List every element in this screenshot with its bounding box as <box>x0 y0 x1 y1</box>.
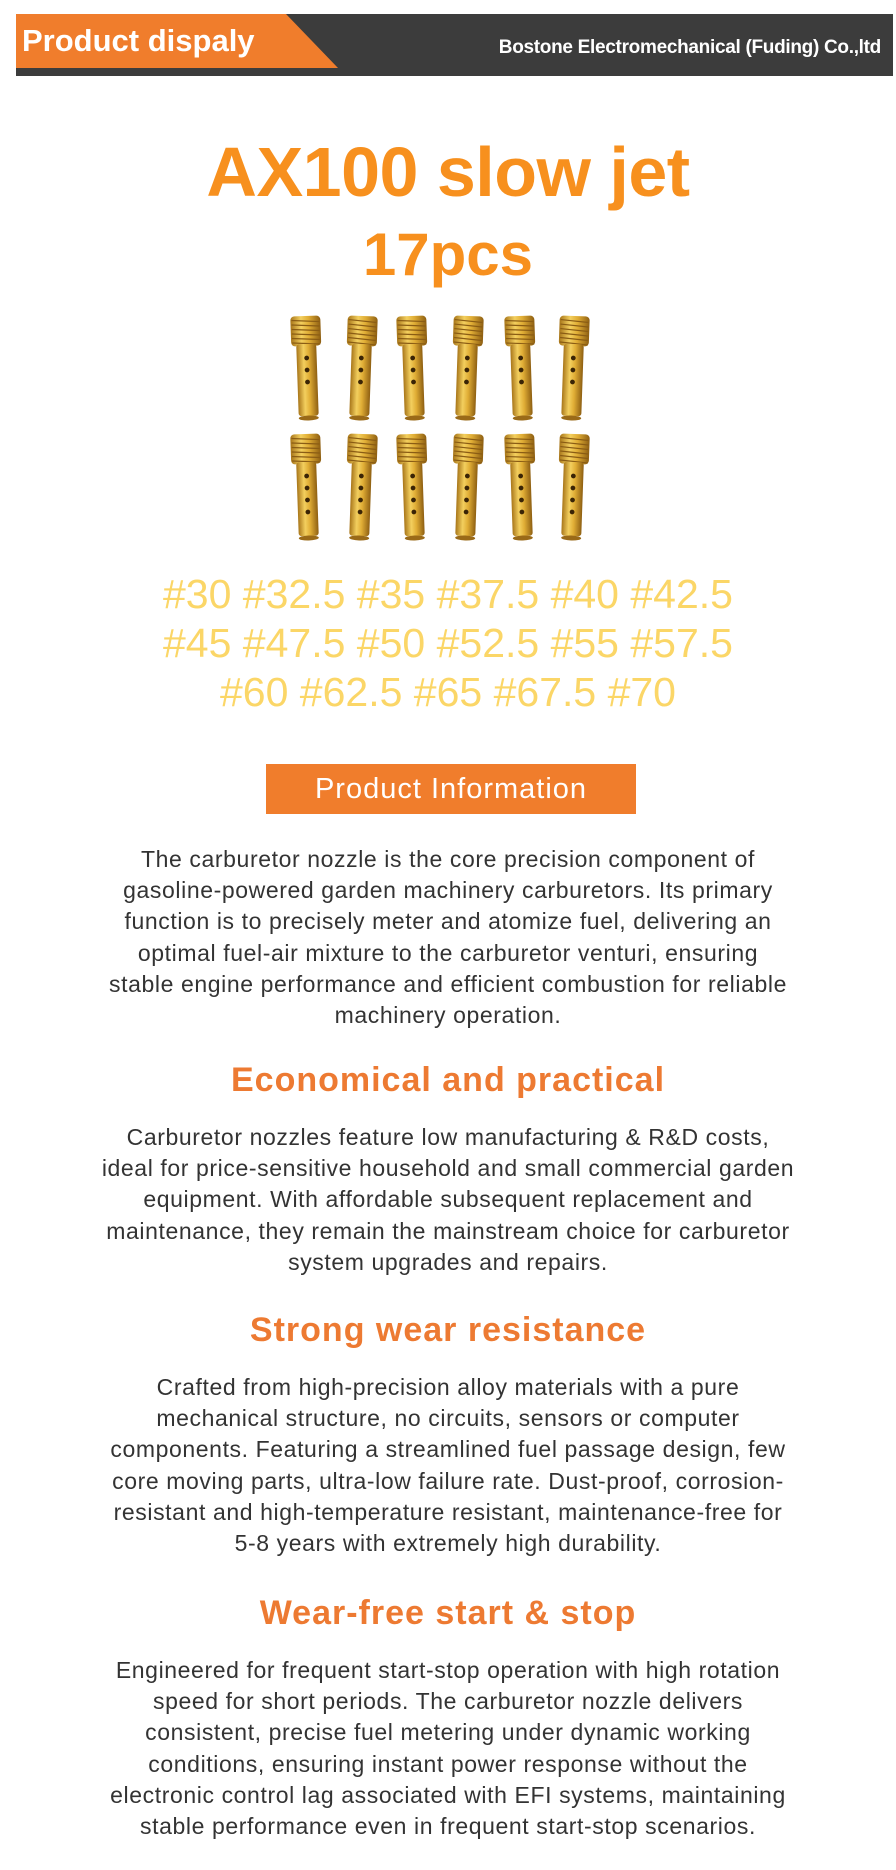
paragraph-line: 5-8 years with extremely high durability. <box>234 1530 662 1557</box>
paragraph-line: optimal fuel-air mixture to the carburetor venturi, ensuring <box>137 939 759 966</box>
paragraph-line: maintenance, they remain the mainstream choice for carburetor <box>106 1217 790 1244</box>
product-title: AX100 slow jet <box>206 133 690 211</box>
paragraph-line: Crafted from high-precision alloy materials with a pure <box>156 1374 740 1400</box>
paragraph-line: function is to precisely meter and atomize fuel, delivering an <box>124 908 772 935</box>
brass-jet <box>450 434 484 541</box>
product-information-label: Product Information <box>266 764 636 814</box>
size-row: #60 #62.5 #65 #67.5 #70 <box>220 669 676 715</box>
brass-jet <box>290 316 324 421</box>
feature-heading-start-stop: Wear-free start & stop <box>259 1594 637 1632</box>
paragraph-line: mechanical structure, no circuits, sensors or computer <box>156 1405 740 1432</box>
product-quantity: 17pcs <box>362 221 534 288</box>
paragraph-line: stable engine performance and efficient combustion for reliable <box>109 970 787 997</box>
paragraph-line: electronic control lag associated with EFI systems, maintaining <box>110 1781 786 1808</box>
size-row: #45 #47.5 #50 #52.5 #55 #57.5 <box>163 620 733 666</box>
company-name: Bostone Electromechanical (Fuding) Co.,ltd <box>498 37 881 58</box>
brass-jet <box>290 434 324 541</box>
brass-jet <box>344 434 378 541</box>
header-bar <box>16 14 893 76</box>
paragraph-line: conditions, ensuring instant power response without the <box>148 1750 748 1777</box>
brass-jet <box>450 316 484 421</box>
paragraph-line: consistent, precise fuel metering under dynamic working <box>145 1719 751 1746</box>
paragraph-line: The carburetor nozzle is the core precision component of <box>140 846 755 872</box>
paragraph-line: speed for short periods. The carburetor nozzle delivers <box>153 1688 743 1715</box>
paragraph-line: system upgrades and repairs. <box>288 1248 608 1275</box>
brass-jet <box>504 316 538 421</box>
size-row: #30 #32.5 #35 #37.5 #40 #42.5 <box>163 571 733 617</box>
paragraph-line: gasoline-powered garden machinery carburetors. Its primary <box>123 877 773 904</box>
feature-heading-economical: Economical and practical <box>230 1061 666 1099</box>
feature-heading-wear-resistance: Strong wear resistance <box>249 1311 647 1349</box>
feature-paragraph-wear-resistance <box>30 1372 866 1559</box>
paragraph-line: Carburetor nozzles feature low manufacturing & R&D costs, <box>126 1124 770 1150</box>
brass-jet <box>504 434 538 541</box>
paragraph-line: stable performance even in frequent start-stop scenarios. <box>140 1813 756 1840</box>
brass-jet <box>556 316 590 421</box>
paragraph-line: ideal for price-sensitive household and small commercial garden <box>101 1155 795 1182</box>
header-tab-label: Product dispaly <box>22 23 255 58</box>
brass-jet <box>396 434 430 541</box>
brass-jet <box>396 316 430 421</box>
paragraph-line: Engineered for frequent start-stop operation with high rotation <box>115 1657 781 1683</box>
paragraph-line: resistant and high-temperature resistant, maintenance-free for <box>113 1498 783 1525</box>
jet-size-list <box>0 570 896 717</box>
brass-jets-image <box>270 310 630 550</box>
paragraph-line: components. Featuring a streamlined fuel passage design, few <box>110 1436 786 1463</box>
paragraph-line: equipment. With affordable subsequent replacement and <box>143 1186 753 1213</box>
feature-paragraph-start-stop <box>30 1655 866 1842</box>
brass-jet <box>556 434 590 541</box>
brass-jet <box>344 316 378 421</box>
paragraph-line: machinery operation. <box>334 1002 562 1029</box>
paragraph-line: core moving parts, ultra-low failure rate. Dust-proof, corrosion- <box>112 1467 784 1494</box>
feature-paragraph-economical <box>30 1122 866 1278</box>
intro-paragraph <box>30 844 866 1031</box>
